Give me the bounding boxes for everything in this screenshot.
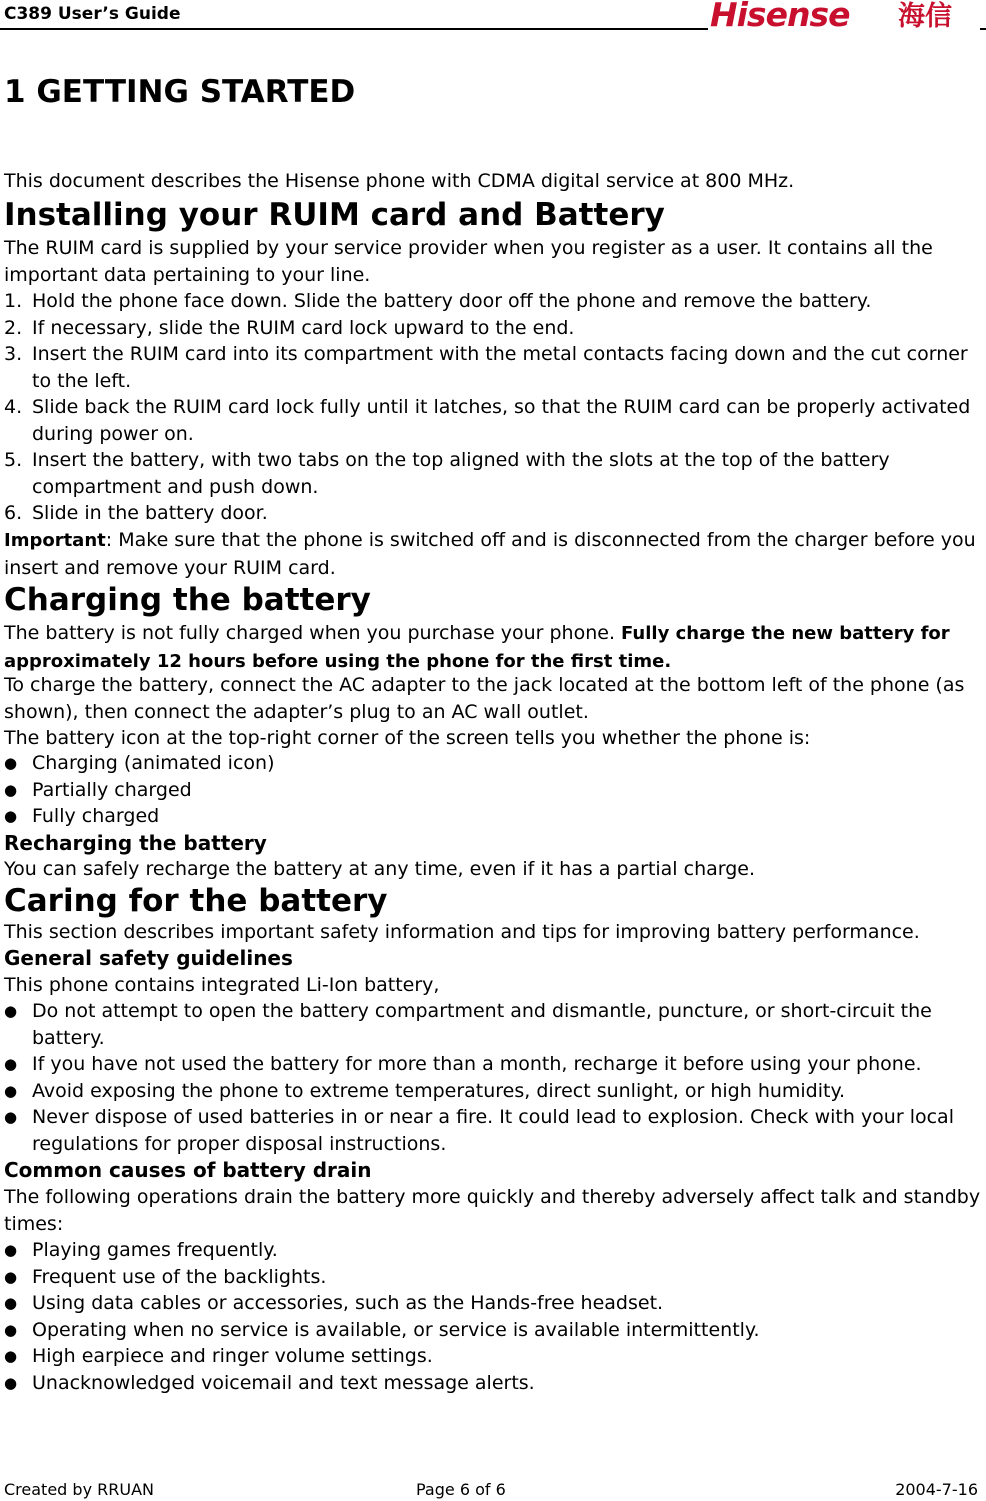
chapter-title: 1 GETTING STARTED [4, 74, 356, 110]
safety-paragraph: This phone contains integrated Li-Ion battery, [4, 974, 440, 996]
list-item [4, 1290, 982, 1317]
battery-states-list [4, 750, 982, 830]
bullet-icon: ● [4, 1267, 18, 1286]
bullet-icon: ● [4, 1108, 18, 1126]
bullet-icon: ● [4, 1002, 18, 1020]
bullet-icon: ● [4, 1081, 18, 1100]
bullet-icon: ● [4, 1055, 18, 1073]
list-item [4, 998, 982, 1051]
charging-paragraph-1 [4, 620, 982, 675]
step-text: Hold the phone face down. Slide the battery door off the phone and remove the battery. [32, 290, 872, 312]
cause-text: High earpiece and ringer volume settings. [32, 1345, 433, 1367]
list-item [4, 777, 982, 804]
list-item [4, 394, 982, 447]
list-item [4, 1051, 982, 1078]
step-number: 2. [4, 316, 23, 339]
drain-heading: Common causes of battery drain [4, 1158, 372, 1182]
footer-author: Created by RRUAN [4, 1480, 154, 1499]
logo-chinese-characters: 海信 [898, 1, 952, 32]
important-label: Important [4, 530, 106, 551]
document-title: C389 User’s Guide [4, 4, 181, 24]
charging-paragraph-2: To charge the battery, connect the AC adapter to the jack located at the bottom left of the phone (as shown), then connect the adapter’s plug to an AC wall outlet. [4, 674, 965, 723]
charging-bold-instruction: Fully charge the new battery for approximately 12 hours before using the phone for the first time. [4, 623, 950, 672]
drain-paragraph: The following operations drain the battery more quickly and thereby adversely affect talk and standby times: [4, 1186, 981, 1235]
list-item [4, 1104, 982, 1157]
step-number: 3. [4, 343, 23, 365]
bullet-icon: ● [4, 1320, 18, 1339]
list-item [4, 500, 982, 527]
cause-text: Unacknowledged voicemail and text message alerts. [32, 1371, 535, 1394]
intro-paragraph: This document describes the Hisense phone with CDMA digital service at 800 MHz. [4, 170, 795, 192]
state-text: Partially charged [32, 778, 192, 801]
list-item [4, 315, 982, 342]
step-text: Slide in the battery door. [32, 502, 268, 524]
step-text: Insert the battery, with two tabs on the top aligned with the slots at the top of the battery compartment and push down. [32, 449, 890, 498]
step-number: 6. [4, 502, 23, 524]
caring-paragraph: This section describes important safety information and tips for improving battery performance. [4, 921, 920, 943]
guideline-text: Do not attempt to open the battery compartment and dismantle, puncture, or short-circuit the battery. [32, 1000, 932, 1049]
bullet-icon: ● [4, 1294, 18, 1312]
list-item [4, 447, 982, 500]
safety-heading: General safety guidelines [4, 946, 293, 970]
bullet-icon: ● [4, 807, 18, 825]
important-text: : Make sure that the phone is switched off and is disconnected from the charger before you insert and remove your RUIM card. [4, 529, 976, 579]
footer-page-number: Page 6 of 6 [416, 1480, 506, 1499]
hisense-logo [708, 0, 980, 34]
cause-text: Operating when no service is available, or service is available intermittently. [32, 1318, 760, 1341]
safety-guidelines-list [4, 998, 982, 1157]
charging-heading: Charging the battery [4, 582, 371, 618]
bullet-icon: ● [4, 1347, 18, 1365]
list-item [4, 1078, 982, 1105]
list-item [4, 288, 982, 315]
list-item [4, 750, 982, 777]
bullet-icon: ● [4, 1373, 18, 1392]
installing-steps [4, 288, 982, 527]
logo-wordmark: Hisense [710, 0, 850, 34]
list-item [4, 1317, 982, 1344]
cause-text: Using data cables or accessories, such as the Hands-free headset. [32, 1292, 664, 1314]
step-number: 4. [4, 396, 23, 418]
step-text: Slide back the RUIM card lock fully until it latches, so that the RUIM card can be properly activated during power on. [32, 396, 971, 445]
bullet-icon: ● [4, 1241, 18, 1259]
cause-text: Playing games frequently. [32, 1239, 278, 1261]
installing-paragraph: The RUIM card is supplied by your service provider when you register as a user. It contains all the important data pertaining to your line. [4, 237, 933, 286]
installing-heading: Installing your RUIM card and Battery [4, 197, 665, 233]
guideline-text: Never dispose of used batteries in or near a fire. It could lead to explosion. Check with your local regulations for proper disposal instructions. [32, 1106, 954, 1155]
cause-text: Frequent use of the backlights. [32, 1265, 327, 1288]
list-item [4, 341, 982, 394]
state-text: Charging (animated icon) [32, 752, 275, 774]
guideline-text: Avoid exposing the phone to extreme temperatures, direct sunlight, or high humidity. [32, 1079, 846, 1102]
guideline-text: If you have not used the battery for more than a month, recharge it before using your phone. [32, 1053, 922, 1075]
charging-paragraph-3: The battery icon at the top-right corner of the screen tells you whether the phone is: [4, 727, 811, 749]
step-number: 5. [4, 449, 23, 471]
step-text: Insert the RUIM card into its compartment with the metal contacts facing down and the cut corner to the left. [32, 343, 968, 392]
list-item [4, 1264, 982, 1291]
bullet-icon: ● [4, 754, 18, 772]
page-header [0, 0, 986, 32]
drain-causes-list [4, 1237, 982, 1396]
step-number: 1. [4, 290, 23, 312]
list-item [4, 803, 982, 830]
charging-text: The battery is not fully charged when you purchase your phone. [4, 622, 622, 644]
important-note [4, 527, 982, 581]
state-text: Fully charged [32, 805, 160, 827]
caring-heading: Caring for the battery [4, 883, 388, 919]
list-item [4, 1237, 982, 1264]
recharging-heading: Recharging the battery [4, 831, 267, 855]
footer-date: 2004-7-16 [895, 1480, 978, 1499]
recharging-paragraph: You can safely recharge the battery at any time, even if it has a partial charge. [4, 858, 756, 880]
list-item [4, 1343, 982, 1370]
list-item [4, 1370, 982, 1397]
step-text: If necessary, slide the RUIM card lock upward to the end. [32, 316, 575, 339]
bullet-icon: ● [4, 780, 18, 799]
